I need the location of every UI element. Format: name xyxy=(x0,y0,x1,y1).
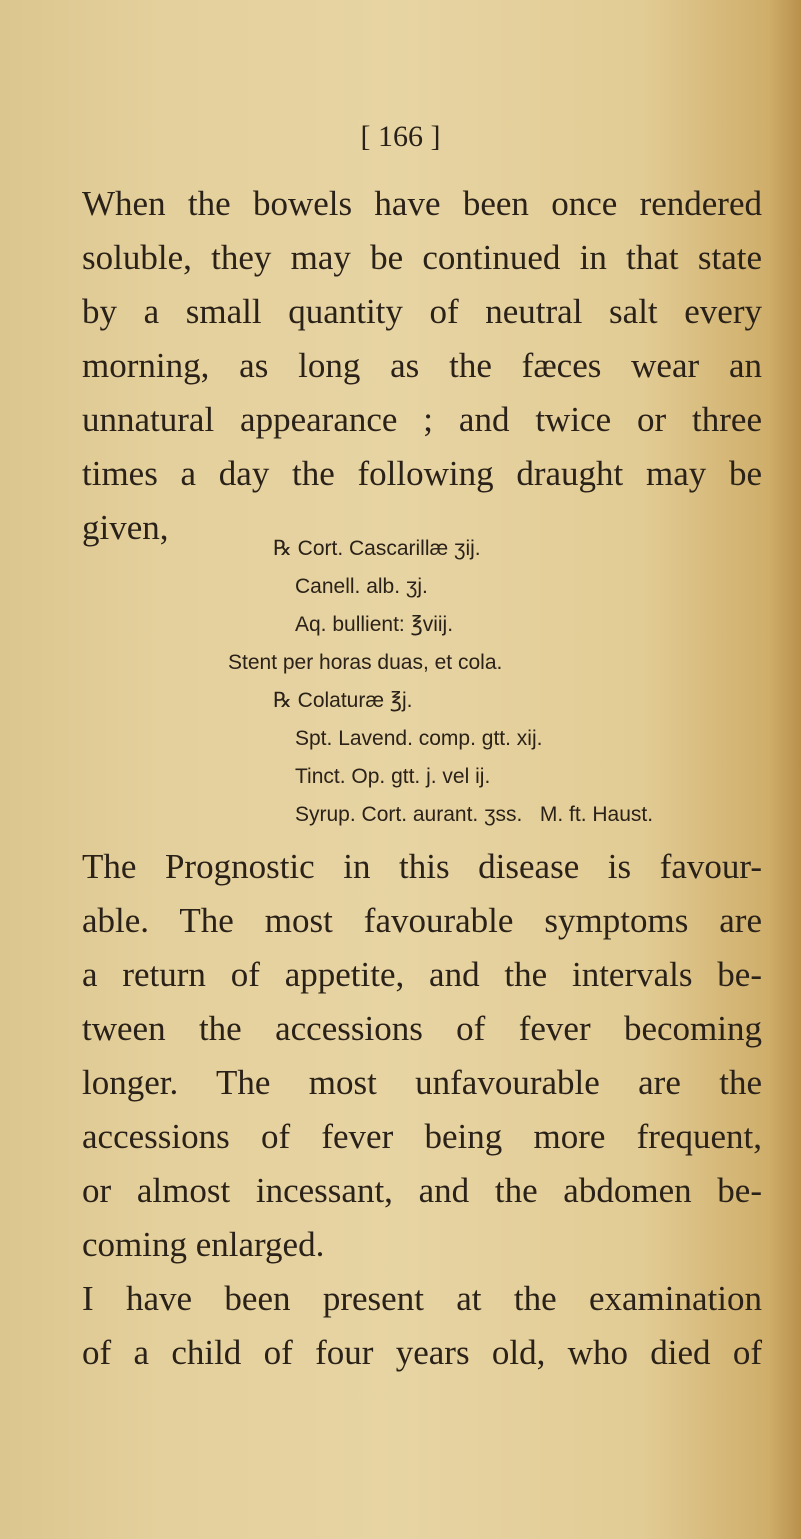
text-line: longer. The most unfavourable are the xyxy=(82,1063,762,1102)
text-line: or almost incessant, and the abdomen be- xyxy=(82,1171,762,1210)
paragraph-examination xyxy=(82,1272,762,1380)
text-line: accessions of fever being more frequent, xyxy=(82,1117,762,1156)
recipe-line: Canell. alb. ʒj. xyxy=(295,575,428,598)
recipe-line: Stent per horas duas, et cola. xyxy=(228,651,503,674)
recipe-line: Spt. Lavend. comp. gtt. xij. xyxy=(295,727,543,750)
text-line: tween the accessions of fever becoming xyxy=(82,1009,762,1048)
recipe-line: Syrup. Cort. aurant. ʒss. M. ft. Haust. xyxy=(295,803,654,826)
paragraph-prognostic xyxy=(82,840,762,1272)
text-line: unnatural appearance ; and twice or three xyxy=(82,400,762,439)
page-number: [ 166 ] xyxy=(360,120,441,153)
text-line: When the bowels have been once rendered xyxy=(82,184,762,223)
text-line: given, xyxy=(82,508,169,547)
text-line: morning, as long as the fæces wear an xyxy=(82,346,762,385)
text-line: able. The most favourable symptoms are xyxy=(82,901,762,940)
recipe-line: Tinct. Op. gtt. j. vel ij. xyxy=(295,765,491,788)
recipe-line: ℞ Colaturæ ℥j. xyxy=(273,689,413,712)
text-line: of a child of four years old, who died of xyxy=(82,1333,762,1372)
paragraph-treatment xyxy=(82,177,762,555)
text-line: soluble, they may be continued in that state xyxy=(82,238,762,277)
text-line: The Prognostic in this disease is favour- xyxy=(82,847,762,886)
text-line: times a day the following draught may be xyxy=(82,454,762,493)
text-line: a return of appetite, and the intervals be- xyxy=(82,955,762,994)
text-line: coming enlarged. xyxy=(82,1225,325,1264)
recipe-line: Aq. bullient: ℥viij. xyxy=(295,613,454,636)
text-line: I have been present at the examination xyxy=(82,1279,762,1318)
recipe-line: ℞ Cort. Cascarillæ ʒij. xyxy=(273,537,481,560)
text-line: by a small quantity of neutral salt every xyxy=(82,292,762,331)
